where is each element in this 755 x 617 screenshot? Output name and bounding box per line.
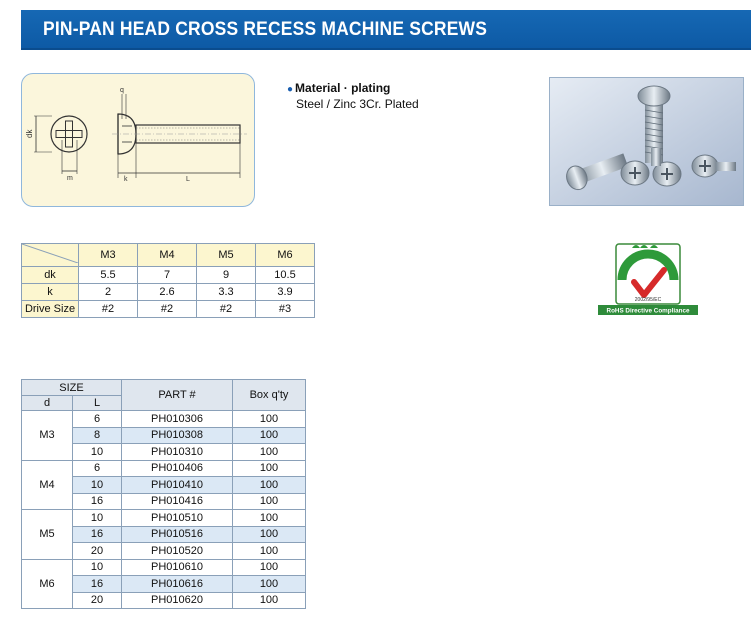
box-qty-cell: 100	[233, 526, 306, 543]
table-row	[22, 559, 306, 576]
spec-cell: 10.5	[256, 267, 315, 284]
corner-cell	[22, 244, 79, 267]
spec-cell: 3.3	[197, 284, 256, 301]
rohs-logo	[598, 240, 698, 318]
length-cell: 16	[73, 493, 122, 510]
length-cell: 10	[73, 559, 122, 576]
box-qty-cell: 100	[233, 444, 306, 461]
rohs-caption: RoHS Directive Compliance	[606, 307, 690, 315]
label-dk: dk	[25, 129, 34, 138]
spec-cell: #2	[197, 301, 256, 318]
box-qty-cell: 100	[233, 460, 306, 477]
spec-cell: 2	[79, 284, 138, 301]
header-size: SIZE	[22, 380, 122, 396]
box-qty-cell: 100	[233, 510, 306, 527]
part-number-cell: PH010510	[122, 510, 233, 527]
material-text: Steel / Zinc 3Cr. Plated	[296, 97, 419, 111]
part-number-table	[21, 379, 306, 609]
header-d: d	[22, 396, 73, 411]
spec-cell: #2	[79, 301, 138, 318]
part-number-cell: PH010416	[122, 493, 233, 510]
length-cell: 20	[73, 592, 122, 609]
length-cell: 16	[73, 526, 122, 543]
label-L: L	[186, 176, 190, 183]
page-title: PIN-PAN HEAD CROSS RECESS MACHINE SCREWS	[43, 19, 488, 40]
size-d-cell: M5	[22, 510, 73, 560]
rohs-badge	[598, 240, 698, 318]
box-qty-cell: 100	[233, 411, 306, 428]
box-qty-cell: 100	[233, 493, 306, 510]
spec-header-row	[22, 244, 315, 267]
size-d-cell: M6	[22, 559, 73, 609]
screws-photo-illustration	[550, 78, 743, 205]
parts-table-body	[22, 411, 306, 609]
length-cell: 6	[73, 411, 122, 428]
length-cell: 10	[73, 510, 122, 527]
label-k: k	[124, 176, 128, 183]
length-cell: 20	[73, 543, 122, 560]
size-d-cell: M3	[22, 411, 73, 461]
parts-header-row-1	[22, 380, 306, 396]
table-row	[22, 411, 306, 428]
label-q: q	[120, 87, 124, 94]
table-row	[22, 510, 306, 527]
part-number-cell: PH010306	[122, 411, 233, 428]
product-photo	[549, 77, 744, 206]
header-box-qty: Box q'ty	[233, 380, 306, 411]
diagonal-divider	[22, 244, 78, 263]
part-number-cell: PH010308	[122, 427, 233, 444]
length-cell: 16	[73, 576, 122, 593]
length-cell: 6	[73, 460, 122, 477]
part-number-cell: PH010616	[122, 576, 233, 593]
rohs-logo-text: RoHS	[633, 264, 663, 276]
col-header-m5: M5	[197, 244, 256, 267]
col-header-m6: M6	[256, 244, 315, 267]
row-label-drive-size: Drive Size	[22, 301, 79, 318]
spec-row-dk	[22, 267, 315, 284]
box-qty-cell: 100	[233, 477, 306, 494]
spec-cell: 9	[197, 267, 256, 284]
header-part-number: PART #	[122, 380, 233, 411]
table-row	[22, 460, 306, 477]
part-number-cell: PH010516	[122, 526, 233, 543]
spec-row-drive-size	[22, 301, 315, 318]
row-label-k: k	[22, 284, 79, 301]
spec-cell: 5.5	[79, 267, 138, 284]
rohs-year-code: 2002/95/EC	[634, 297, 662, 303]
dimension-spec-table	[21, 243, 315, 318]
part-number-cell: PH010310	[122, 444, 233, 461]
spec-cell: #3	[256, 301, 315, 318]
length-cell: 8	[73, 427, 122, 444]
box-qty-cell: 100	[233, 592, 306, 609]
material-heading: Material · plating	[295, 81, 391, 95]
length-cell: 10	[73, 444, 122, 461]
box-qty-cell: 100	[233, 576, 306, 593]
spec-cell: 7	[138, 267, 197, 284]
title-bar	[21, 10, 751, 50]
part-number-cell: PH010410	[122, 477, 233, 494]
spec-cell: 3.9	[256, 284, 315, 301]
box-qty-cell: 100	[233, 427, 306, 444]
part-number-cell: PH010520	[122, 543, 233, 560]
part-number-cell: PH010406	[122, 460, 233, 477]
row-label-dk: dk	[22, 267, 79, 284]
spec-cell: #2	[138, 301, 197, 318]
material-plating-info	[287, 81, 419, 112]
col-header-m4: M4	[138, 244, 197, 267]
part-number-cell: PH010610	[122, 559, 233, 576]
screw-dimension-diagram	[21, 73, 255, 207]
bullet-icon: ●	[287, 84, 294, 95]
screw-drawing	[22, 74, 254, 206]
box-qty-cell: 100	[233, 543, 306, 560]
length-cell: 10	[73, 477, 122, 494]
size-d-cell: M4	[22, 460, 73, 510]
spec-cell: 2.6	[138, 284, 197, 301]
header-L: L	[73, 396, 122, 411]
col-header-m3: M3	[79, 244, 138, 267]
part-number-cell: PH010620	[122, 592, 233, 609]
spec-row-k	[22, 284, 315, 301]
box-qty-cell: 100	[233, 559, 306, 576]
label-m: m	[67, 175, 73, 182]
